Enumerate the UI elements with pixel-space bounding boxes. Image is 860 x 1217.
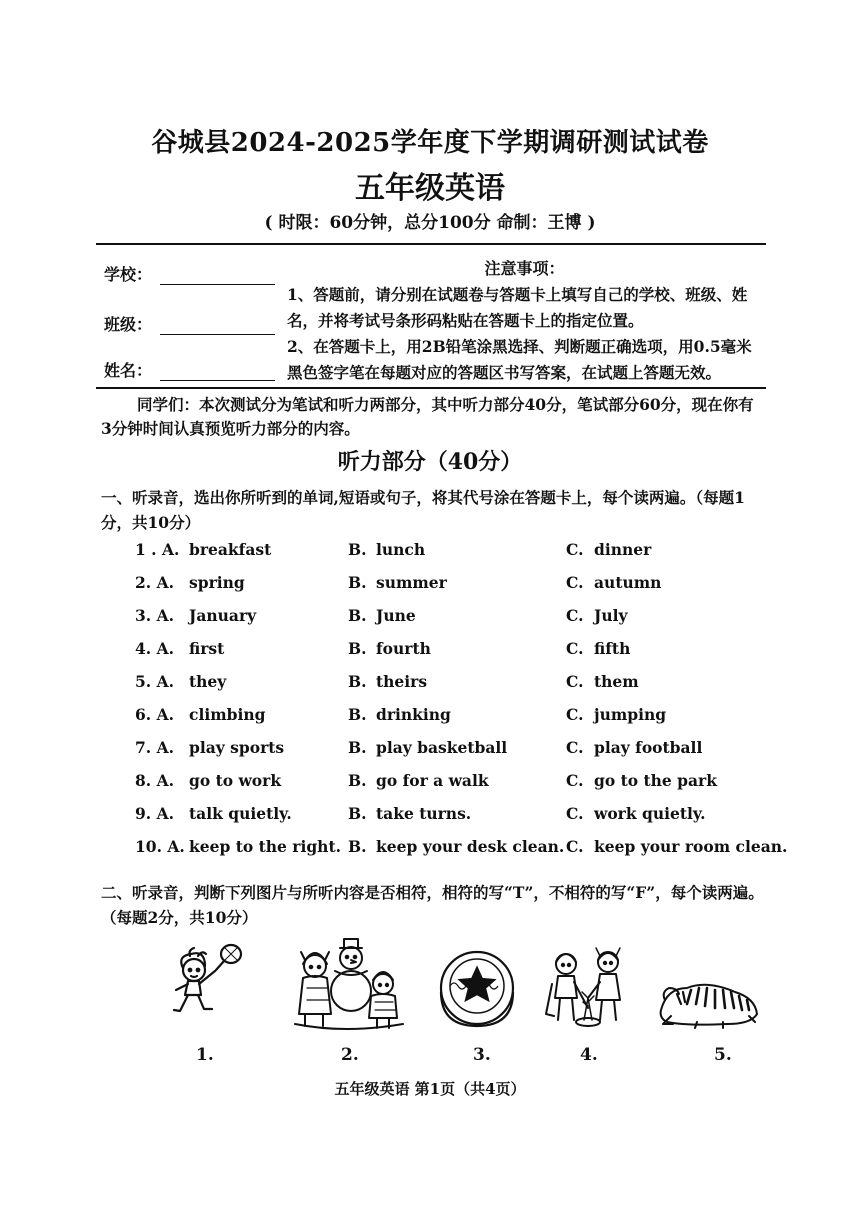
option-b-letter: B. xyxy=(348,837,367,856)
class-label: 班级： xyxy=(104,315,153,334)
question-number: 9. A. xyxy=(135,804,174,823)
notice-item-1: 1、答题前，请分别在试题卷与答题卡上填写自己的学校、班级、姓名，并将考试号条形码粘贴在答题卡上的指定位置。 xyxy=(287,285,748,330)
option-b: take turns. xyxy=(376,804,472,823)
question-row xyxy=(0,837,860,865)
option-b: lunch xyxy=(376,540,426,559)
option-b: June xyxy=(376,606,416,625)
option-a: breakfast xyxy=(189,540,272,559)
option-c-letter: C. xyxy=(566,639,584,658)
question-row xyxy=(0,573,860,601)
question-number: 7. A. xyxy=(135,738,174,757)
option-c: jumping xyxy=(594,705,667,724)
option-c-letter: C. xyxy=(566,606,584,625)
picture-label-1: 1. xyxy=(196,1045,214,1065)
option-c: go to the park xyxy=(594,771,717,790)
option-b-letter: B. xyxy=(348,738,367,757)
question-row xyxy=(0,771,860,799)
question-row xyxy=(0,705,860,733)
question-number: 6. A. xyxy=(135,705,174,724)
option-a: spring xyxy=(189,573,245,592)
question-number: 5. A. xyxy=(135,672,174,691)
mooncake-icon xyxy=(437,948,517,1030)
option-c: work quietly. xyxy=(594,804,706,823)
option-c: play football xyxy=(594,738,703,757)
option-a: first xyxy=(189,639,225,658)
page-footer: 五年级英语 第1页（共4页） xyxy=(334,1080,526,1098)
option-c: them xyxy=(594,672,639,691)
exam-title: 谷城县2024-2025学年度下学期调研测试试卷 xyxy=(151,128,709,158)
class-field xyxy=(104,312,275,335)
option-b-letter: B. xyxy=(348,606,367,625)
notice-title: 注意事项： xyxy=(484,259,565,278)
notice-block xyxy=(287,256,762,386)
option-a: January xyxy=(189,606,257,625)
option-a: climbing xyxy=(189,705,266,724)
part2-instruction: 二、听录音，判断下列图片与所听内容是否相符，相符的写“T”，不相符的写“F”，每个读两遍。（每题2分，共10分） xyxy=(101,883,764,927)
option-c-letter: C. xyxy=(566,672,584,691)
option-a: keep to the right. xyxy=(189,837,341,856)
option-b: play basketball xyxy=(376,738,508,757)
option-c-letter: C. xyxy=(566,705,584,724)
option-b-letter: B. xyxy=(348,540,367,559)
tiger-icon xyxy=(657,972,761,1032)
option-c: autumn xyxy=(594,573,662,592)
option-a: go to work xyxy=(189,771,282,790)
option-c: July xyxy=(594,606,628,625)
option-c-letter: C. xyxy=(566,738,584,757)
option-b: go for a walk xyxy=(376,771,489,790)
picture-label-3: 3. xyxy=(473,1045,491,1065)
option-c-letter: C. xyxy=(566,573,584,592)
question-row xyxy=(0,540,860,568)
option-b-letter: B. xyxy=(348,639,367,658)
listening-section-heading: 听力部分（40分） xyxy=(337,449,523,475)
option-b-letter: B. xyxy=(348,573,367,592)
name-field xyxy=(104,358,275,381)
option-b: theirs xyxy=(376,672,428,691)
question-number: 8. A. xyxy=(135,771,174,790)
school-field xyxy=(104,262,275,285)
school-input-line[interactable] xyxy=(160,270,275,285)
exam-meta: ( 时限：60分钟，总分100分 命制：王博 ) xyxy=(264,213,596,233)
name-label: 姓名： xyxy=(104,361,153,380)
picture-label-5: 5. xyxy=(714,1045,732,1065)
option-b: fourth xyxy=(376,639,431,658)
option-c-letter: C. xyxy=(566,804,584,823)
option-b: keep your desk clean. xyxy=(376,837,565,856)
exam-subtitle: 五年级英语 xyxy=(355,171,505,206)
question-row xyxy=(0,606,860,634)
option-c: fifth xyxy=(594,639,631,658)
question-number: 2. A. xyxy=(135,573,174,592)
option-b-letter: B. xyxy=(348,672,367,691)
kids-planting-tree-icon xyxy=(544,944,630,1030)
option-c-letter: C. xyxy=(566,837,584,856)
option-b-letter: B. xyxy=(348,705,367,724)
name-input-line[interactable] xyxy=(160,366,275,381)
class-input-line[interactable] xyxy=(160,320,275,335)
question-number: 3. A. xyxy=(135,606,174,625)
part1-instruction: 一、听录音，选出你所听到的单词,短语或句子，将其代号涂在答题卡上，每个读两遍。（每题1分，共10分） xyxy=(101,488,745,532)
question-row xyxy=(0,672,860,700)
question-number: 1 . A. xyxy=(135,540,180,559)
option-a: play sports xyxy=(189,738,285,757)
option-b-letter: B. xyxy=(348,771,367,790)
kids-with-snowman-icon xyxy=(293,936,405,1034)
option-c: dinner xyxy=(594,540,652,559)
option-c-letter: C. xyxy=(566,771,584,790)
notice-item-2: 2、在答题卡上，用2B铅笔涂黑选择、判断题正确选项，用0.5毫米黑色签字笔在每题对应的答题区书写答案，在试题上答题无效。 xyxy=(287,337,752,382)
question-number: 4. A. xyxy=(135,639,174,658)
option-a: talk quietly. xyxy=(189,804,292,823)
picture-label-2: 2. xyxy=(341,1045,359,1065)
option-c: keep your room clean. xyxy=(594,837,788,856)
question-row xyxy=(0,804,860,832)
option-b-letter: B. xyxy=(348,804,367,823)
option-a: they xyxy=(189,672,227,691)
option-c-letter: C. xyxy=(566,540,584,559)
intro-text: 同学们：本次测试分为笔试和听力两部分，其中听力部分40分，笔试部分60分，现在你有3分钟时间认真预览听力部分的内容。 xyxy=(101,395,754,438)
top-divider xyxy=(96,243,766,245)
picture-label-4: 4. xyxy=(580,1045,598,1065)
girl-playing-ping-pong-icon xyxy=(168,940,250,1020)
bottom-divider xyxy=(96,387,766,389)
option-b: summer xyxy=(376,573,447,592)
question-row xyxy=(0,639,860,667)
question-row xyxy=(0,738,860,766)
question-number: 10. A. xyxy=(135,837,185,856)
school-label: 学校： xyxy=(104,265,153,284)
option-b: drinking xyxy=(376,705,451,724)
